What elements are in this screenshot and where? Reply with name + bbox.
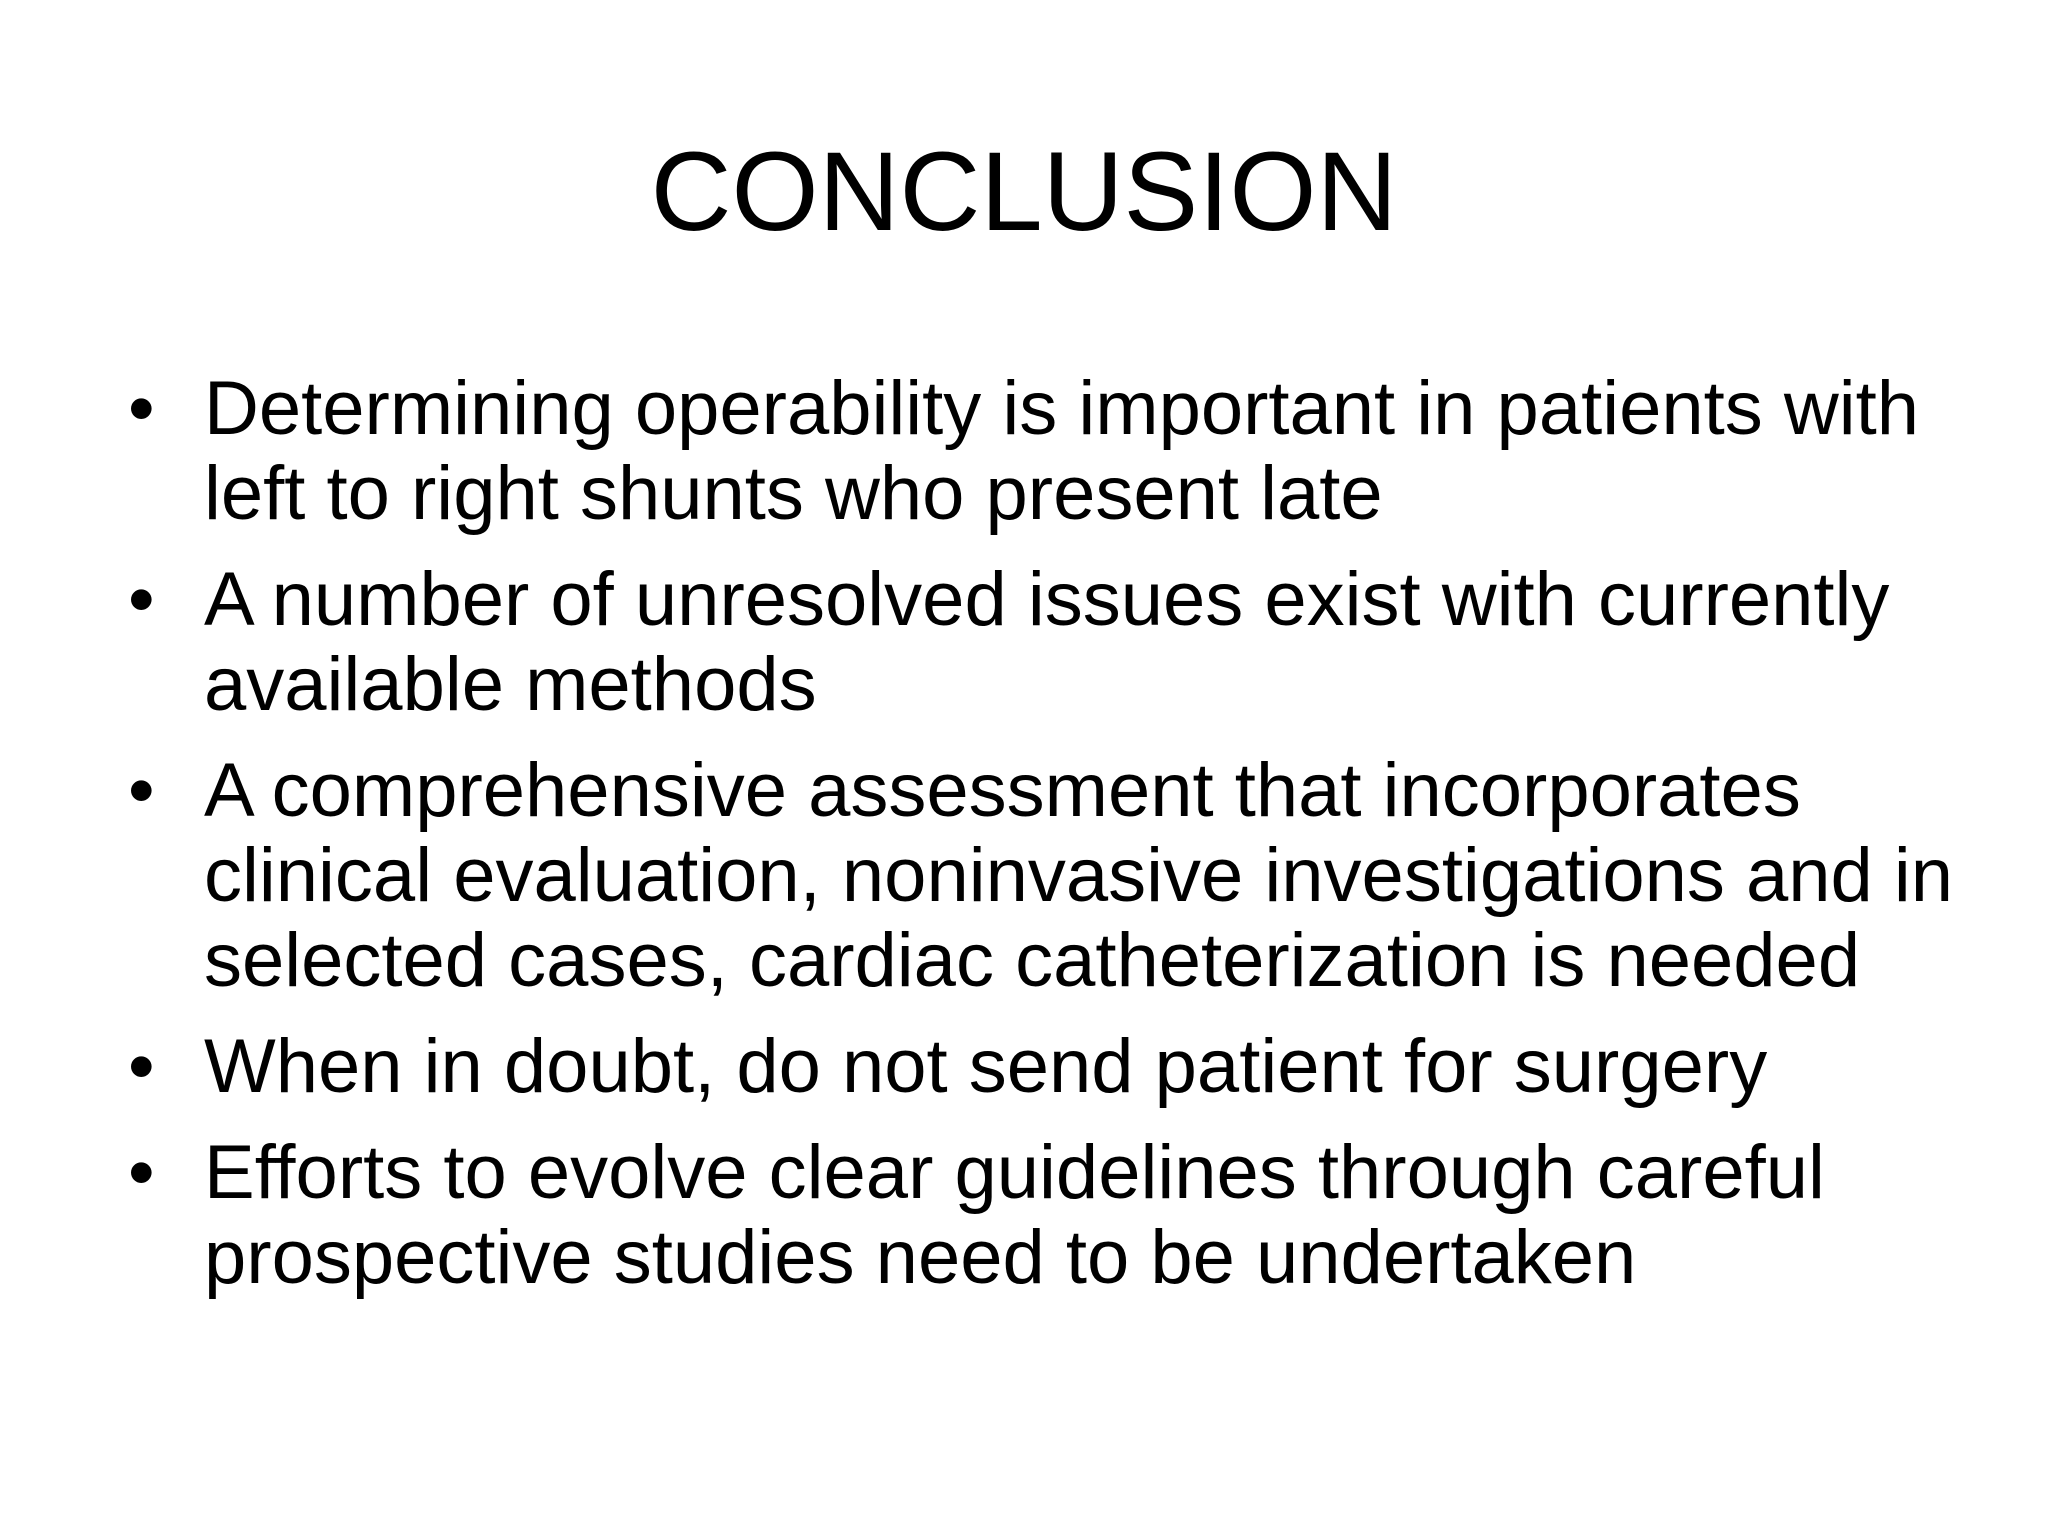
- bullet-item: [120, 557, 1960, 727]
- bullet-icon: •: [128, 1024, 155, 1109]
- bullet-icon: •: [128, 557, 155, 642]
- bullet-icon: •: [128, 748, 155, 833]
- bullet-item: [120, 366, 1960, 536]
- slide-title: CONCLUSION: [650, 129, 1398, 254]
- bullet-item: [120, 748, 1960, 1003]
- bullet-item: [120, 1024, 1960, 1109]
- bullet-list: [120, 366, 1960, 1321]
- bullet-text: Determining operability is important in patients with left to right shunts who present late: [204, 366, 1920, 536]
- bullet-text: Efforts to evolve clear guidelines through careful prospective studies need to be undertaken: [204, 1130, 1825, 1300]
- bullet-icon: •: [128, 366, 155, 451]
- bullet-text: A comprehensive assessment that incorporates clinical evaluation, noninvasive investigations and in selected cases, cardiac catheterization is needed: [204, 748, 1954, 1003]
- bullet-icon: •: [128, 1130, 155, 1215]
- bullet-item: [120, 1130, 1960, 1300]
- bullet-text: A number of unresolved issues exist with currently available methods: [204, 557, 1890, 727]
- bullet-text: When in doubt, do not send patient for surgery: [204, 1024, 1768, 1109]
